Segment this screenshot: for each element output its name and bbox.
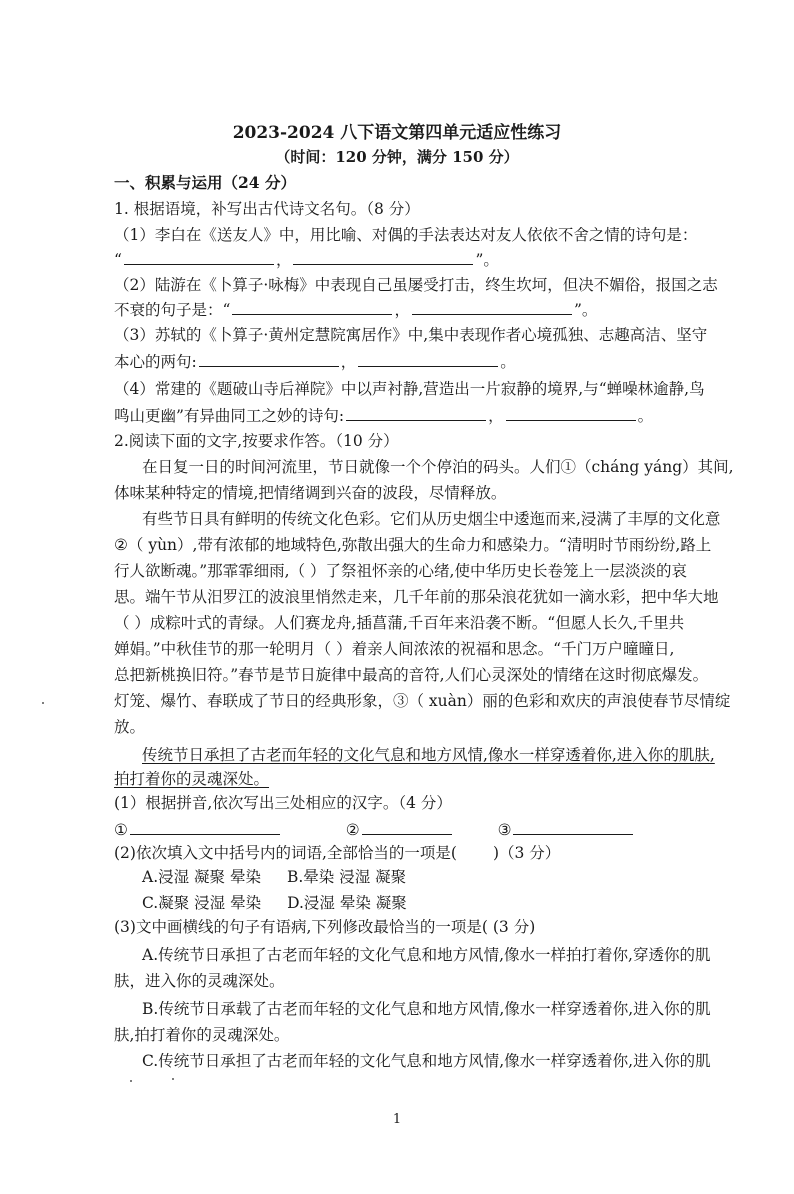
passage-line: 行人欲断魂。”那霏霏细雨,（ ）了祭祖怀亲的心绪,使中华历史长卷笼上一层淡淡的哀 (114, 562, 687, 580)
passage-line: 在日复一日的时间河流里，节日就像一个个停泊的码头。人们①（cháng yáng）其间, (142, 458, 734, 476)
answer-blank[interactable] (293, 248, 473, 265)
option-a-text[interactable]: 肤，进入你的灵魂深处。 (114, 972, 285, 990)
passage-line: 思。端午节从汨罗江的波浪里悄然走来，几千年前的那朵浪花犹如一滴水彩，把中华大地 (114, 588, 719, 606)
answer-blank[interactable] (232, 298, 392, 315)
option-b-text[interactable]: 肤,拍打着你的灵魂深处。 (114, 1026, 290, 1044)
q1-part3-prompt: （3）苏轼的《卜算子·黄州定慧院寓居作》中,集中表现作者心境孤独、志趣高洁、坚守 (114, 326, 708, 344)
question-1-stem: 1. 根据语境，补写出古代诗文名句。（8 分） (114, 200, 420, 218)
option-a-text[interactable]: A.传统节日承担了古老而年轻的文化气息和地方风情,像水一样拍打着你,穿透你的肌 (142, 946, 711, 964)
passage-line: （ ）成粽叶式的青绿。人们赛龙舟,插菖蒲,千百年来沿袭不断。“但愿人长久,千里共 (114, 614, 685, 632)
q1-part1-prompt: （1）李白在《送友人》中，用比喻、对偶的手法表达对友人依依不舍之情的诗句是： (114, 226, 698, 244)
underlined-sentence: 拍打着你的灵魂深处。 (114, 770, 270, 788)
mark-2: ② (345, 821, 360, 839)
option-c[interactable]: C.凝聚 浸湿 晕染 (142, 894, 262, 912)
option-b-text[interactable]: B.传统节日承载了古老而年轻的文化气息和地方风情,像水一样穿透着你,进入你的肌 (142, 1000, 711, 1018)
q1-part3-answer-line: 本心的两句: ， 。 (114, 350, 744, 373)
answer-blank[interactable] (513, 818, 633, 835)
scan-speck (172, 1078, 174, 1080)
answer-blank[interactable] (362, 818, 452, 835)
passage-line: ②（ yùn）,带有浓郁的地域特色,弥散出强大的生命力和感染力。“清明时节雨纷纷,路上 (114, 536, 712, 554)
passage-line: 有些节日具有鲜明的传统文化色彩。它们从历史烟尘中逶迤而来,浸满了丰厚的文化意 (142, 510, 721, 528)
answer-blank[interactable] (130, 818, 280, 835)
answer-blank[interactable] (506, 404, 636, 421)
option-c-text[interactable]: C.传统节日承担了古老而年轻的文化气息和地方风情,像水一样穿透着你,进入你的肌 (142, 1052, 711, 1070)
answer-blank[interactable] (124, 248, 274, 265)
page-number: 1 (392, 1112, 402, 1127)
passage-line: 放。 (114, 718, 146, 736)
q1-part4-answer-line: 鸣山更幽”有异曲同工之妙的诗句: ， 。 (114, 404, 744, 427)
option-a[interactable]: A.浸湿 凝聚 晕染 (142, 868, 261, 886)
mark-3: ③ (497, 821, 512, 839)
underlined-sentence: 传统节日承担了古老而年轻的文化气息和地方风情,像水一样穿透着你,进入你的肌肤, (142, 746, 715, 764)
answer-blank[interactable] (358, 350, 498, 367)
passage-line: 体味某种特定的情境,把情绪调到兴奋的波段，尽情释放。 (114, 484, 507, 502)
passage-line: 灯笼、爆竹、春联成了节日的经典形象，③（ xuàn）丽的色彩和欢庆的声浪使春节尽情绽 (114, 692, 731, 710)
question-2-stem: 2.阅读下面的文字,按要求作答。（10 分） (114, 432, 399, 450)
q1-part2-prompt: （2）陆游在《卜算子·咏梅》中表现自己虽屡受打击，终生坎坷，但决不媚俗，报国之志 (114, 276, 718, 294)
option-b[interactable]: B.晕染 浸湿 凝聚 (286, 868, 407, 886)
q1-part2-answer-line: 不衰的句子是：“ ， ”。 (114, 298, 744, 321)
sub-question-2-options-row (142, 866, 772, 888)
q1-part4-prompt: （4）常建的《题破山寺后禅院》中以声衬静,营造出一片寂静的境界,与“蝉噪林逾静,鸟 (114, 380, 705, 398)
mark-1: ① (114, 821, 128, 839)
sub-question-2: (2)依次填入文中括号内的词语,全部恰当的一项是( )（3 分） (114, 844, 561, 862)
sub-question-1: (1）根据拼音,依次写出三处相应的汉字。（4 分） (114, 794, 452, 812)
scan-speck (42, 702, 44, 704)
exam-title: 2023-2024 八下语文第四单元适应性练习 (232, 123, 562, 143)
answer-blank[interactable] (412, 298, 572, 315)
passage-line: 总把新桃换旧符。”春节是节日旋律中最高的音符,人们心灵深处的情绪在这时彻底爆发。 (114, 666, 709, 684)
sub-question-3: (3)文中画横线的句子有语病,下列修改最恰当的一项是( (3 分) (114, 918, 536, 936)
exam-subtitle: （时间：120 分钟，满分 150 分） (275, 148, 519, 166)
sub-question-1-blanks (114, 818, 744, 841)
answer-blank[interactable] (346, 404, 486, 421)
scan-speck (130, 1080, 132, 1082)
option-d[interactable]: D.浸湿 晕染 凝聚 (287, 894, 407, 912)
answer-blank[interactable] (199, 350, 339, 367)
section-heading: 一、积累与运用（24 分） (114, 173, 296, 192)
passage-line: 婵娟。”中秋佳节的那一轮明月（ ）着亲人间浓浓的祝福和思念。“千门万户曈曈日, (114, 640, 675, 658)
sub-question-2-options-row (142, 892, 772, 914)
q1-part1-answer-line: “ ， ”。 (114, 248, 744, 271)
